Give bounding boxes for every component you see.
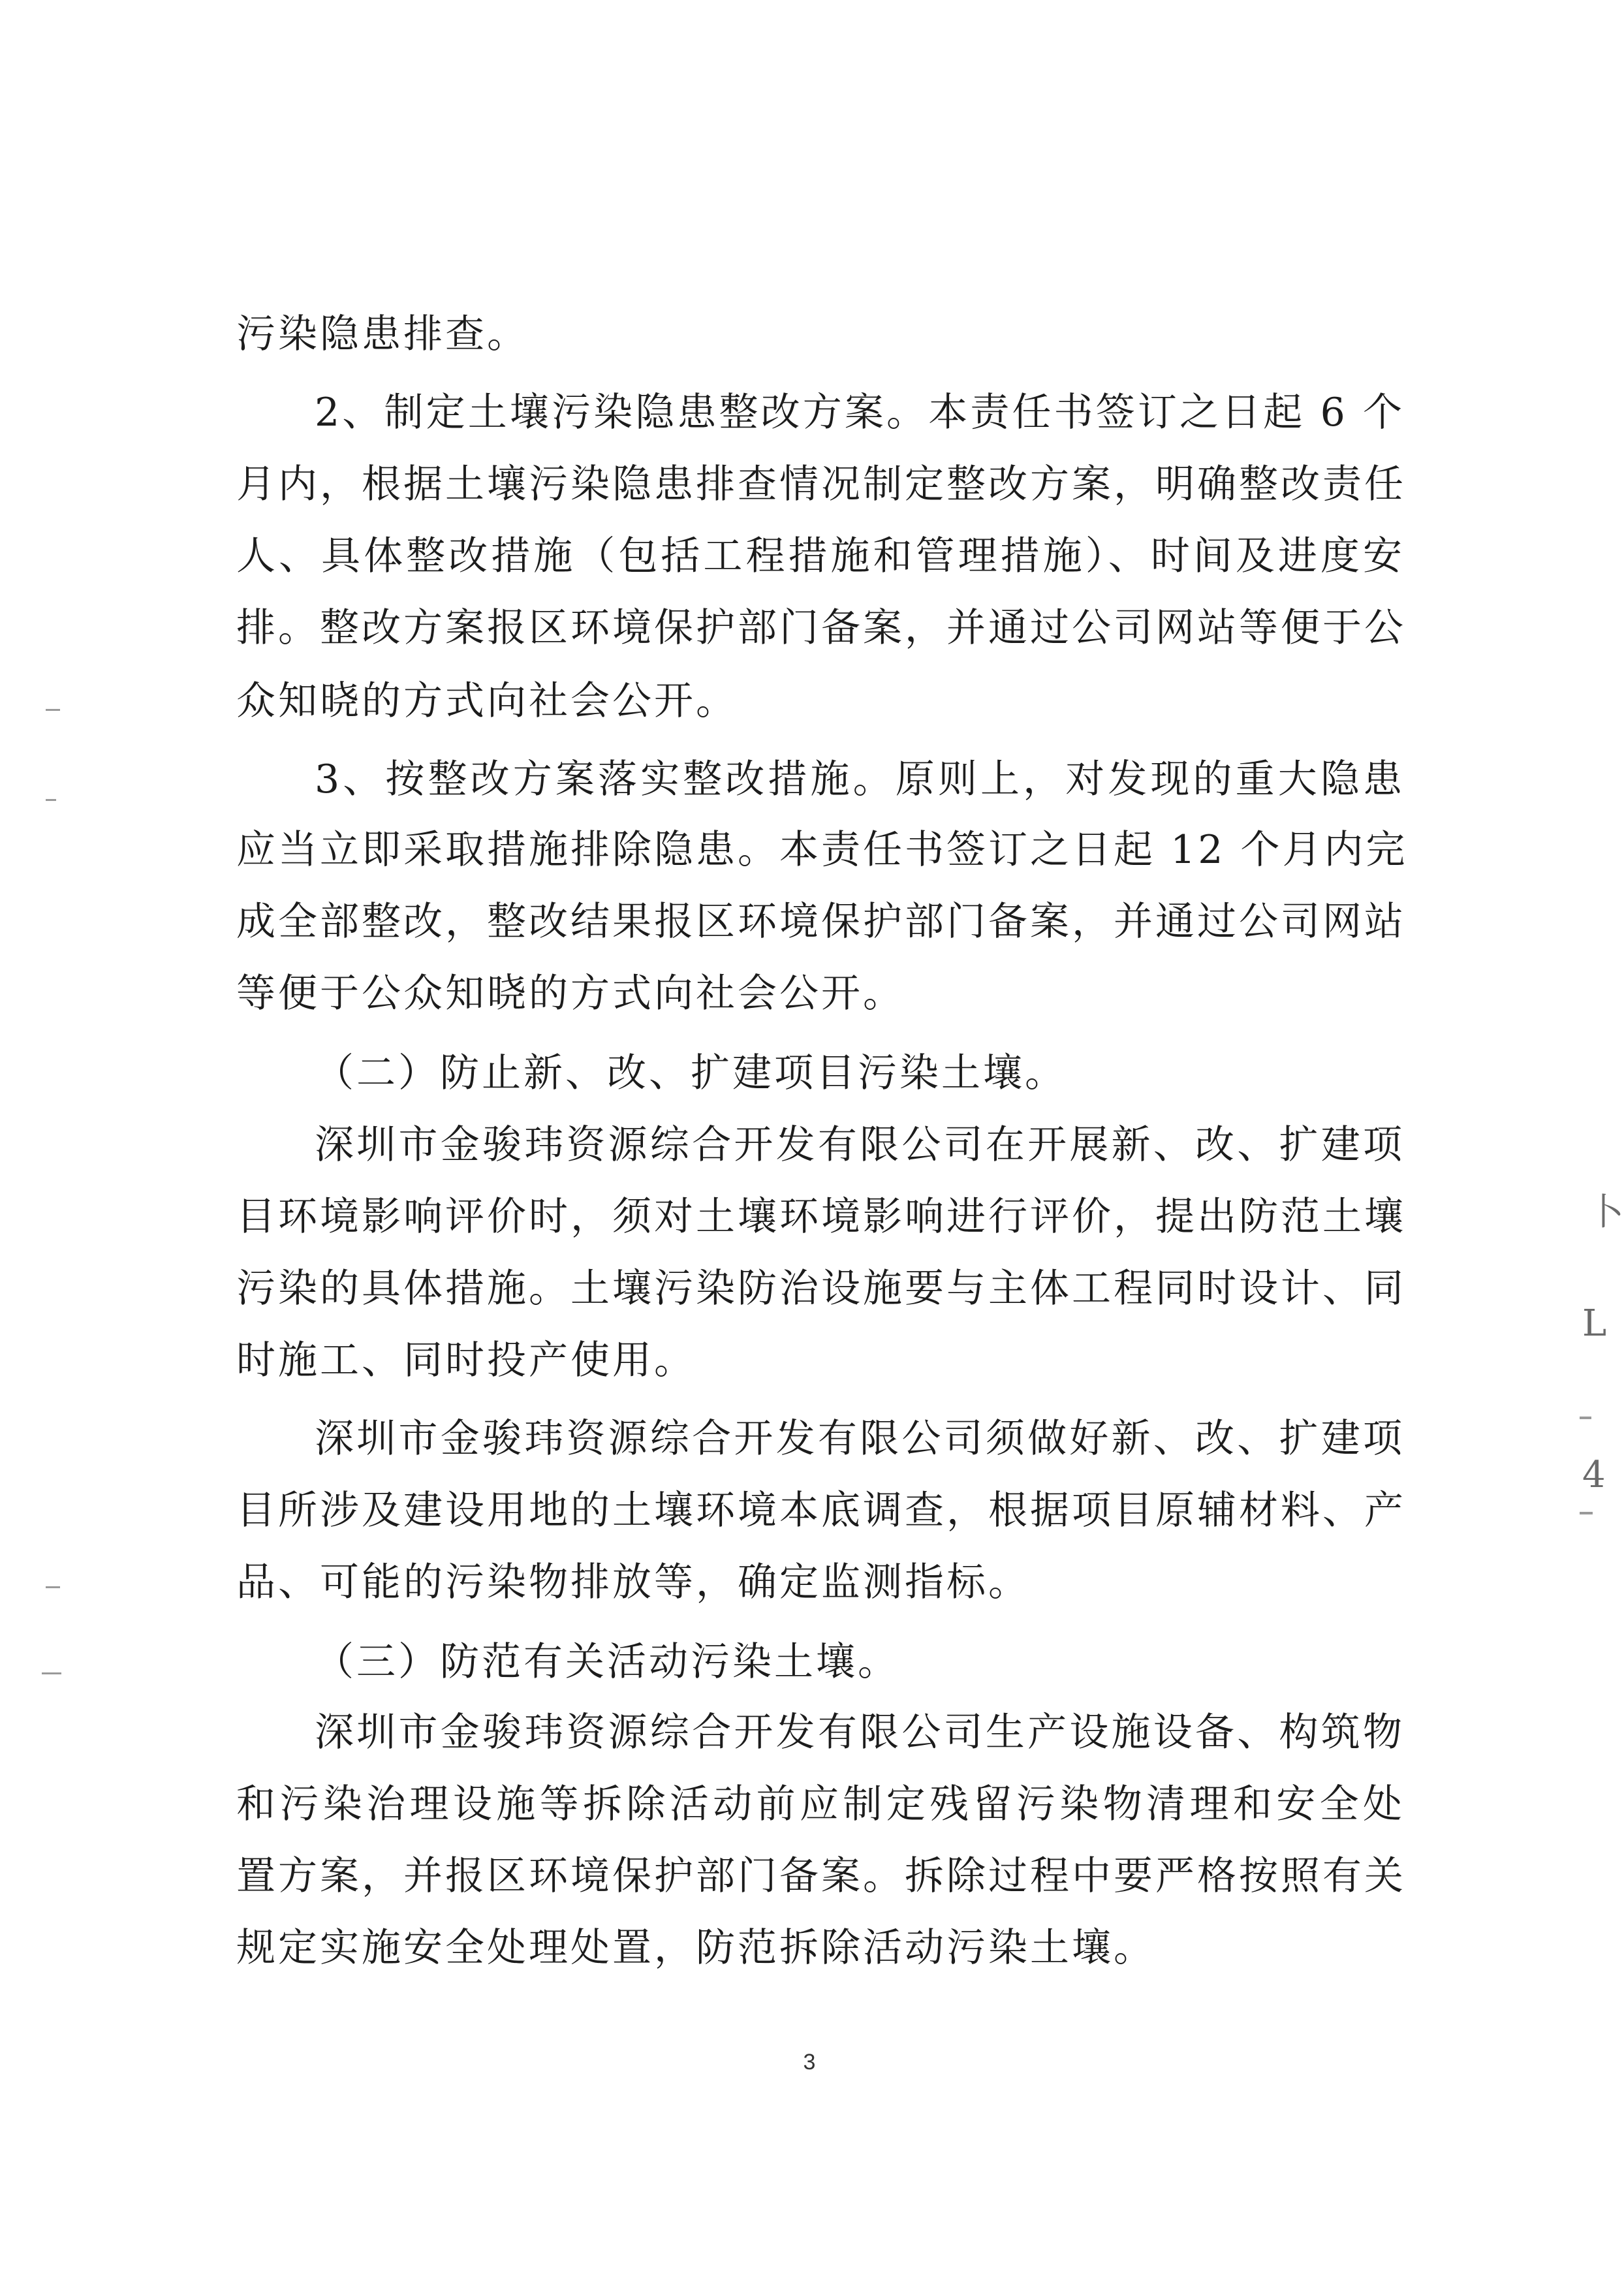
text-line: 深圳市金骏玮资源综合开发有限公司生产设施设备、构筑物 xyxy=(315,1710,1405,1755)
page-number: 3 xyxy=(803,2050,816,2075)
scan-speck xyxy=(1580,1417,1591,1419)
text-line: 众知晓的方式向社会公开。 xyxy=(236,678,738,724)
text-line: 污染的具体措施。土壤污染防治设施要与主体工程同时设计、同 xyxy=(236,1266,1406,1311)
text-line: 3、按整改方案落实整改措施。原则上，对发现的重大隐患 xyxy=(315,757,1405,802)
text-line: 深圳市金骏玮资源综合开发有限公司须做好新、改、扩建项 xyxy=(315,1416,1405,1462)
text-line: 规定实施安全处理处置，防范拆除活动污染土壤。 xyxy=(236,1925,1155,1971)
text-line: 目所涉及建设用地的土壤环境本底调查，根据项目原辅材料、产 xyxy=(236,1488,1406,1533)
text-line: 和污染治理设施等拆除活动前应制定残留污染物清理和安全处 xyxy=(236,1781,1405,1827)
text-line: 深圳市金骏玮资源综合开发有限公司在开展新、改、扩建项 xyxy=(315,1122,1405,1168)
section-heading: （三）防范有关活动污染土壤。 xyxy=(315,1639,899,1685)
seal-fragment: 卜 xyxy=(1587,1191,1624,1234)
text-line: 置方案，并报区环境保护部门备案。拆除过程中要严格按照有关 xyxy=(236,1853,1406,1899)
text-line: 污染隐患排查。 xyxy=(236,311,529,357)
section-heading: （二）防止新、改、扩建项目污染土壤。 xyxy=(315,1050,1067,1096)
text-line: 应当立即采取措施排除隐患。本责任书签订之日起 12 个月内完 xyxy=(236,827,1408,873)
scan-speck xyxy=(46,1586,60,1588)
seal-fragment: L xyxy=(1582,1302,1607,1345)
text-line: 目环境影响评价时，须对土壤环境影响进行评价，提出防范土壤 xyxy=(236,1194,1406,1240)
scan-speck xyxy=(46,799,56,801)
scan-speck xyxy=(1580,1512,1593,1514)
scan-speck xyxy=(42,1672,61,1674)
scan-speck xyxy=(46,709,60,711)
text-line: 时施工、同时投产使用。 xyxy=(236,1338,696,1383)
text-line: 等便于公众知晓的方式向社会公开。 xyxy=(236,971,905,1016)
text-line: 2、制定土壤污染隐患整改方案。本责任书签订之日起 6 个 xyxy=(315,390,1405,435)
text-line: 人、具体整改措施（包括工程措施和管理措施）、时间及进度安 xyxy=(236,533,1405,579)
text-line: 成全部整改，整改结果报区环境保护部门备案，并通过公司网站 xyxy=(236,899,1406,945)
text-line: 品、可能的污染物排放等，确定监测指标。 xyxy=(236,1559,1030,1605)
text-line: 排。整改方案报区环境保护部门备案，并通过公司网站等便于公 xyxy=(236,605,1406,651)
text-line: 月内，根据土壤污染隐患排查情况制定整改方案，明确整改责任 xyxy=(236,462,1406,507)
seal-fragment: 4 xyxy=(1582,1454,1606,1496)
